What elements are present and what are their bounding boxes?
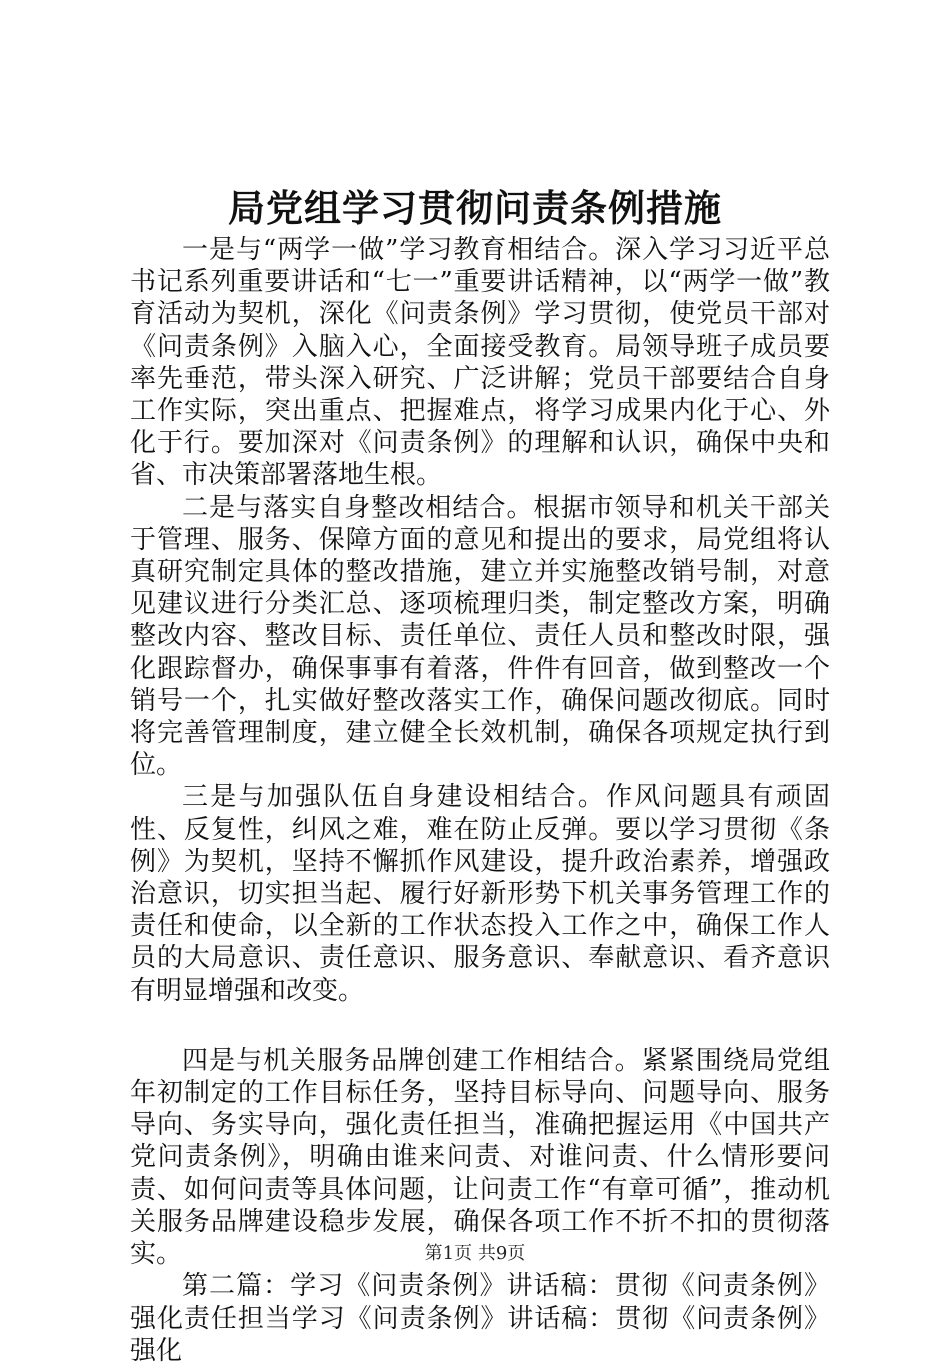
document-body bbox=[130, 234, 830, 1367]
paragraph-4: 四是与机关服务品牌创建工作相结合。紧紧围绕局党组年初制定的工作目标任务，坚持目标导向、问题导向、服务导向、务实导向，强化责任担当，准确把握运用《中国共产党问责条例》，明确由谁来问责、对谁问责、什么情形要问责、如何问责等具体问题，让问责工作“有章可循”，推动机关服务品牌建设稳步发展，确保各项工作不折不扣的贯彻落实。 bbox=[130, 1045, 830, 1270]
paragraph-2: 二是与落实自身整改相结合。根据市领导和机关干部关于管理、服务、保障方面的意见和提出的要求，局党组将认真研究制定具体的整改措施，建立并实施整改销号制，对意见建议进行分类汇总、逐项梳理归类，制定整改方案，明确整改内容、整改目标、责任单位、责任人员和整改时限，强化跟踪督办，确保事事有着落，件件有回音，做到整改一个销号一个，扎实做好整改落实工作，确保问题改彻底。同时将完善管理制度，建立健全长效机制，确保各项规定执行到位。 bbox=[130, 492, 830, 781]
document-title: 局党组学习贯彻问责条例措施 bbox=[228, 186, 722, 230]
page-footer: 第1页 共9页 bbox=[424, 1243, 526, 1264]
paragraph-1: 一是与“两学一做”学习教育相结合。深入学习习近平总书记系列重要讲话和“七一”重要讲话精神，以“两学一做”教育活动为契机，深化《问责条例》学习贯彻，使党员干部对《问责条例》入脑入心，全面接受教育。局领导班子成员要率先垂范，带头深入研究、广泛讲解；党员干部要结合自身工作实际，突出重点、把握难点，将学习成果内化于心、外化于行。要加深对《问责条例》的理解和认识，确保中央和省、市决策部署落地生根。 bbox=[130, 235, 830, 491]
paragraph-5: 第二篇：学习《问责条例》讲话稿：贯彻《问责条例》强化责任担当学习《问责条例》讲话稿：贯彻《问责条例》强化 bbox=[130, 1271, 830, 1366]
paragraph-3: 三是与加强队伍自身建设相结合。作风问题具有顽固性、反复性，纠风之难，难在防止反弹。要以学习贯彻《条例》为契机，坚持不懈抓作风建设，提升政治素养，增强政治意识，切实担当起、履行好新形势下机关事务管理工作的责任和使命，以全新的工作状态投入工作之中，确保工作人员的大局意识、责任意识、服务意识、奉献意识、看齐意识有明显增强和改变。 bbox=[130, 782, 830, 1006]
